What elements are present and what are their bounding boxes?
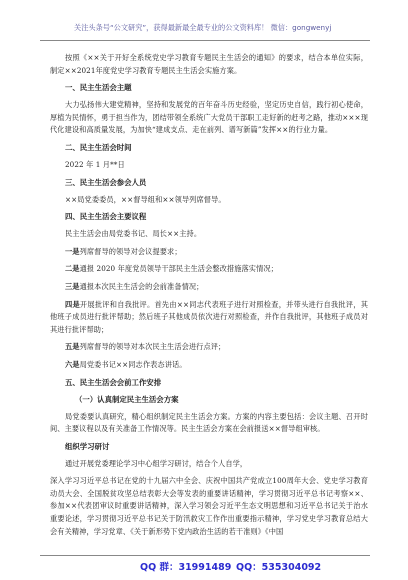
agenda-text: 列席督导的领导对会议提要求； — [79, 246, 182, 256]
agenda-lead: 四是 — [65, 299, 80, 309]
section-1-heading: 一、民主生活会主题 — [65, 83, 132, 93]
subsection-2-body: 深入学习习近平总书记在党的十九届六中全会、庆祝中国共产党成立100周年大会、党史学习教育动员大会、全国脱贫攻坚总结表彰大会等发表的重要讲话精神，学习贯彻习近平总书记考察××、参加××代表团审议时重要讲话精神，深入学习领会习近平生态文明思想和习近平总书记关于治水重要论述，学习贯彻习近平总书记关于防汛救灾工作作出重要指示精神，学习党史学习教育总结大会有关精神，学习党章、《关于新形势下党内政治生活的若干准则》《中国 — [50, 476, 368, 536]
document-body — [50, 52, 368, 543]
footer-qq-number: QQ：535304092 — [236, 562, 322, 573]
agenda-item — [50, 281, 368, 294]
section-3-body: ××局党委委员，××督导组和××领导列席督导。 — [65, 194, 226, 204]
agenda-item — [50, 299, 368, 337]
agenda-text: 通报 2020 年度党员领导干部民主生活会整改措施落实情况； — [79, 264, 278, 274]
subsection-1-body: 局党委要认真研究，精心组织制定民主生活会方案。方案的内容主要包括：会议主题、召开时间、主要议程以及有关准备工作情况等。民主生活会方案在会前报送××督导组审核。 — [50, 411, 368, 434]
section-2-body: 2022 年 1 月**日 — [65, 159, 125, 169]
agenda-lead: 六是 — [65, 359, 80, 369]
page-header — [40, 20, 370, 41]
agenda-text: 列席督导的领导对本次民主生活会进行点评； — [79, 342, 226, 352]
page-footer — [40, 555, 370, 572]
section-4-body: 民主生活会由局党委书记、局长××主持。 — [65, 229, 202, 239]
section-3-heading: 三、民主生活会参会人员 — [65, 177, 147, 187]
agenda-lead: 三是 — [65, 281, 80, 291]
section-1-body: 大力弘扬伟大建党精神，坚持和发展党的百年奋斗历史经验，坚定历史自信，践行初心使命，厚植为民情怀，勇于担当作为，团结带领全系统广大党员干部职工走好新的赶考之路，推动×××现代化建设和高质量发展，为加快“建成支点、走在前列、谱写新篇”发挥××的行业力量。 — [50, 100, 368, 135]
agenda-text: 局党委书记××同志作表态讲话。 — [79, 359, 187, 369]
agenda-text: 开展批评和自我批评。首先由××同志代表班子进行对照检查，并带头进行自我批评，其他班子成员进行批评帮助；然后班子其他成员依次进行对照检查，并作自我批评，其他班子成员对其进行批评帮助； — [50, 299, 369, 334]
subsection-2-intro: 通过开展党委理论学习中心组学习研讨，结合个人自学， — [65, 458, 248, 468]
agenda-text: 通报本次民主生活会的会前准备情况； — [79, 281, 204, 291]
agenda-item — [50, 246, 368, 259]
agenda-item — [50, 359, 368, 372]
footer-qq-group: QQ 群：31991489 — [140, 562, 232, 573]
subsection-1-heading: （一）认真制定民主生活会方案 — [75, 394, 179, 404]
section-2-heading: 二、民主生活会时间 — [65, 142, 132, 152]
agenda-lead: 五是 — [65, 342, 80, 352]
subsection-2-heading: 组织学习研讨 — [65, 441, 110, 451]
agenda-item — [50, 263, 368, 276]
agenda-lead: 二是 — [65, 264, 80, 274]
agenda-item — [50, 341, 368, 354]
header-banner-text: 关注头条号“公文研究”，获得最新最全最专业的公文资料库！ 微信：gongwenyj — [74, 23, 332, 32]
section-4-heading: 四、民主生活会主要议程 — [65, 212, 147, 222]
section-5-heading: 五、民主生活会会前工作安排 — [65, 377, 162, 387]
intro-paragraph: 按照《××关于开好全系统党史学习教育专题民主生活会的通知》的要求，结合本单位实际，制定××2021年度党史学习教育专题民主生活会实施方案。 — [50, 53, 368, 75]
agenda-lead: 一是 — [65, 246, 80, 256]
